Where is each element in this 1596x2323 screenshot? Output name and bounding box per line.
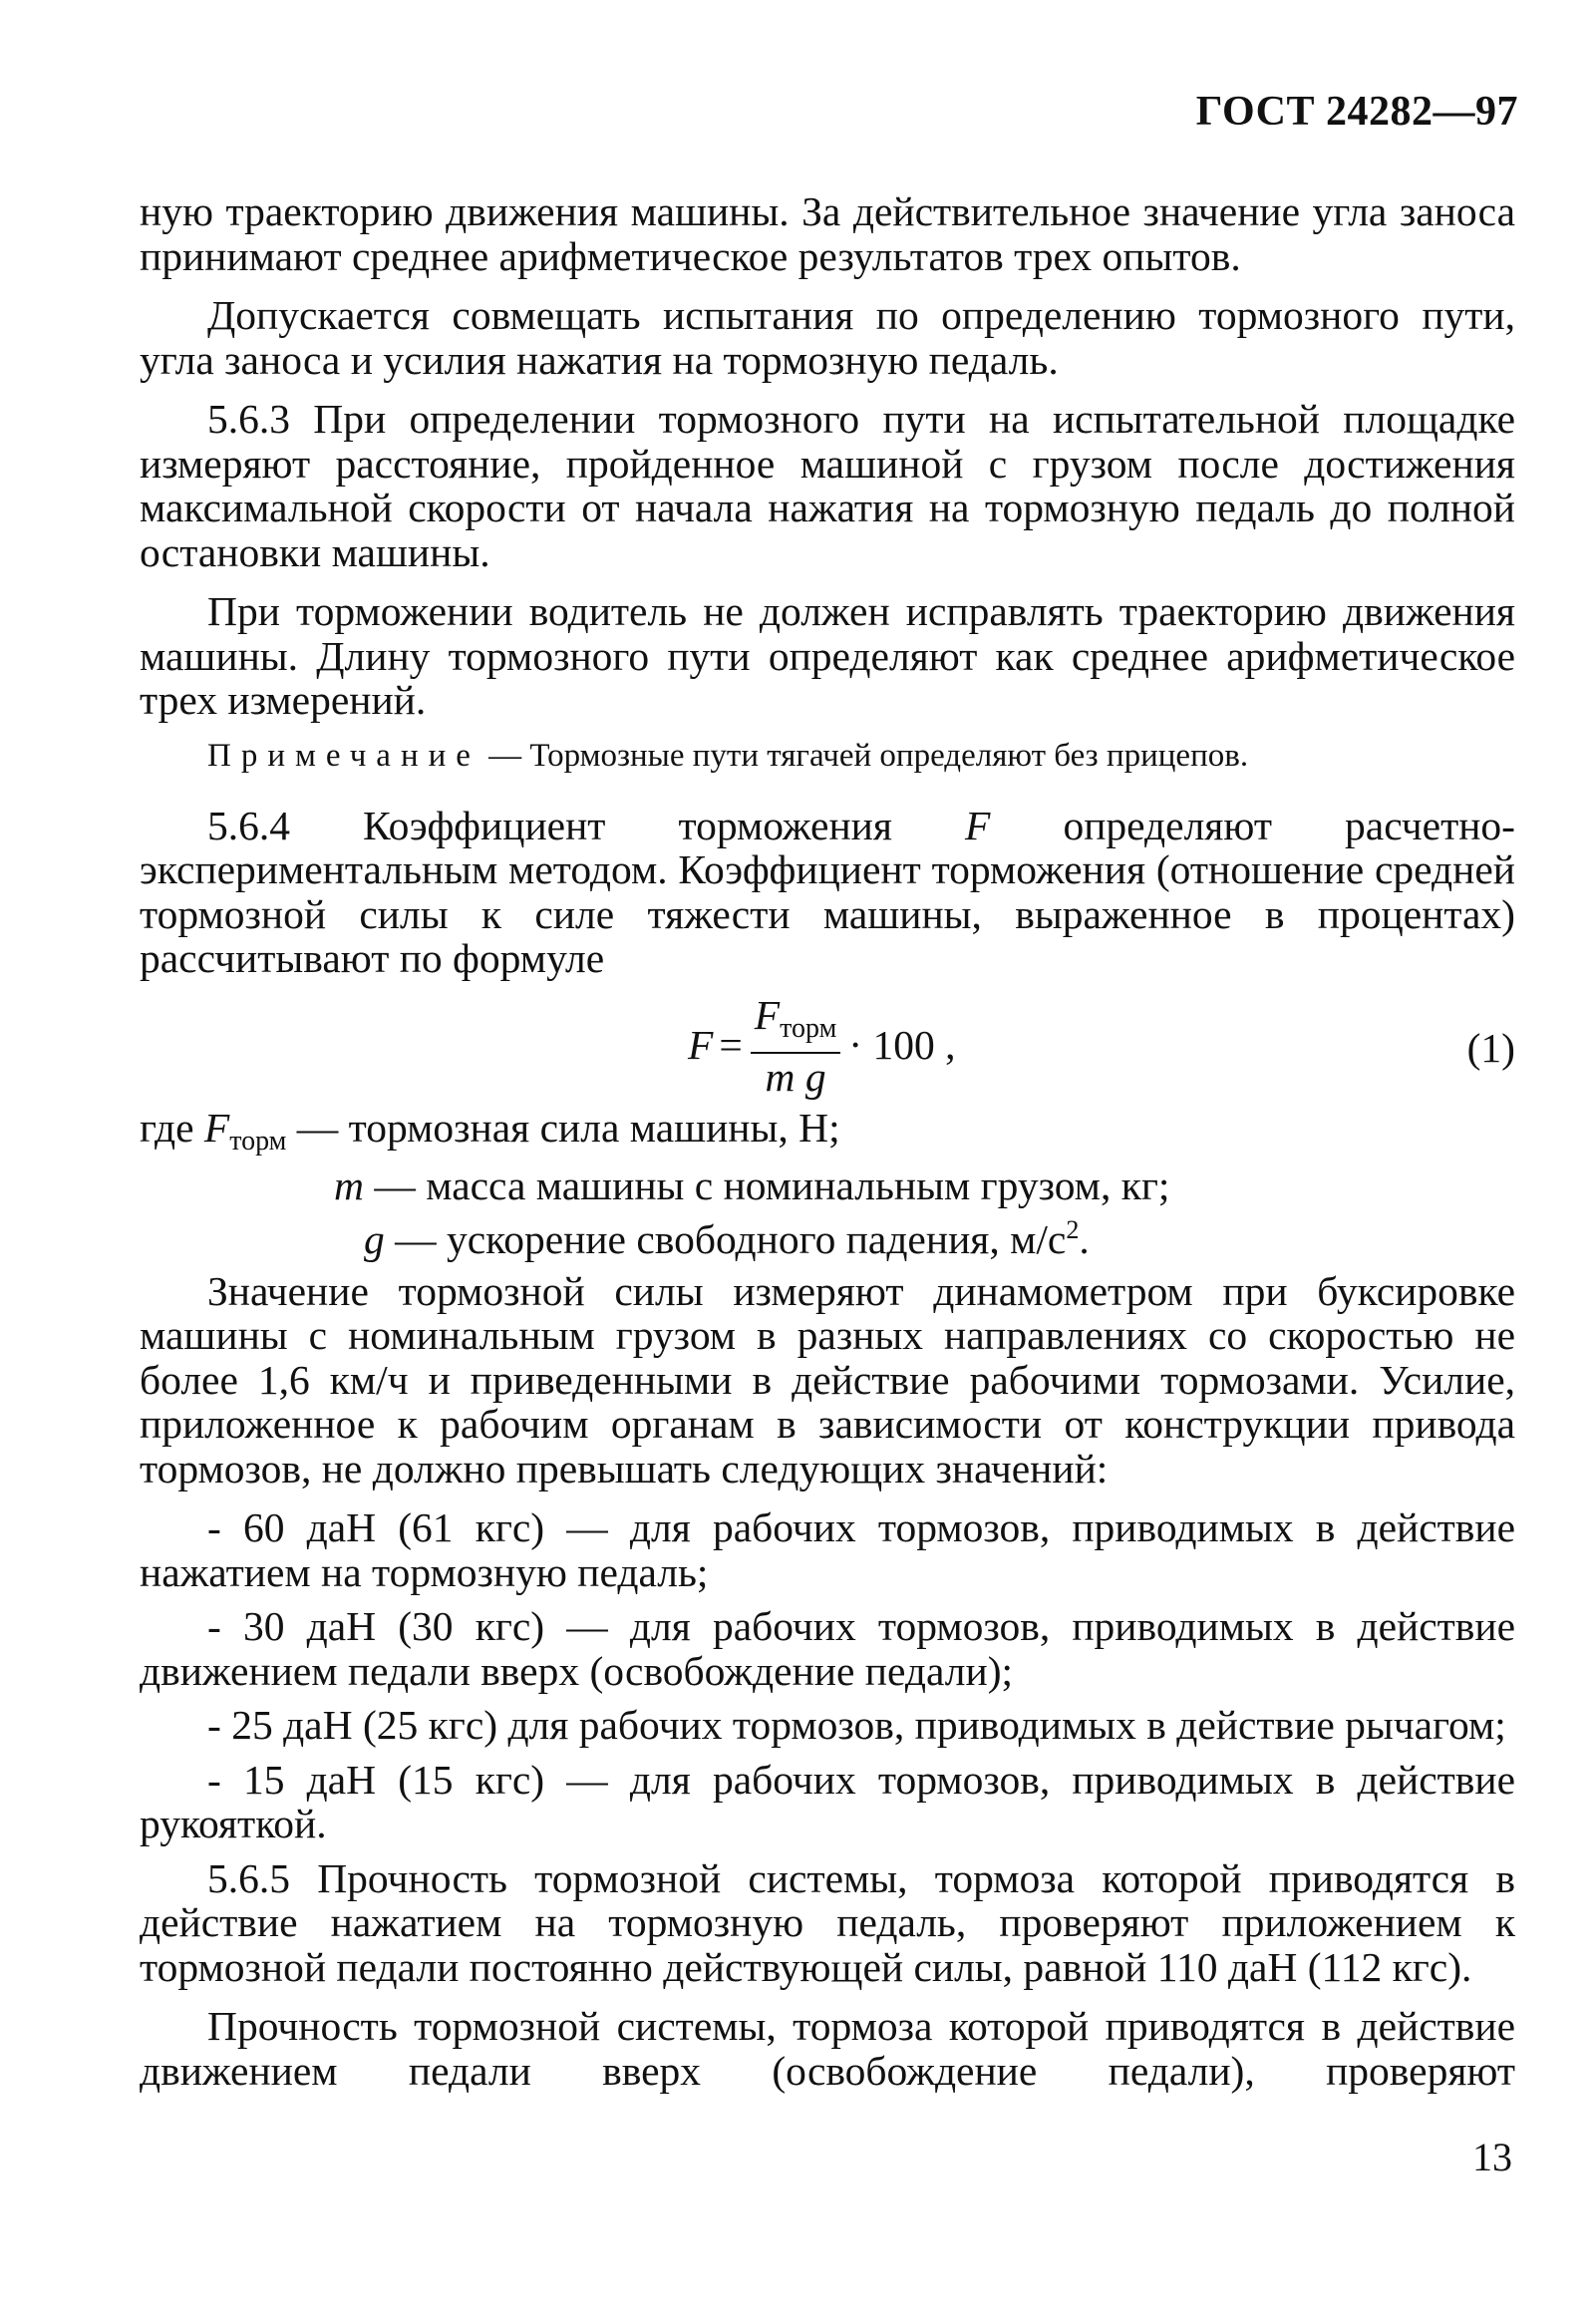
standard-header: ГОСТ 24282—97	[1195, 89, 1518, 135]
where-word: где	[140, 1104, 204, 1151]
paragraph-5-6-5: 5.6.5 Прочность тормозной системы, тормоза которой приводятся в действие нажатием на тормозную педаль, проверяют приложением к тормозной педали постоянно действующей силы, равной 110 даН (112 кгс).	[140, 1854, 1515, 1990]
definition-line-f	[140, 1106, 1515, 1164]
note-paragraph	[140, 738, 1515, 774]
definition-line-g	[140, 1208, 1515, 1261]
formula-denominator: m g	[765, 1053, 826, 1100]
paragraph-continuation: ную траекторию движения машины. За действительное значение угла заноса принимают среднее арифметическое результатов трех опытов.	[140, 188, 1515, 279]
paragraph-5-6-4	[140, 804, 1515, 981]
paragraph-combining-tests: Допускается совмещать испытания по определению тормозного пути, угла заноса и усилия нажатия на тормозную педаль.	[140, 292, 1515, 383]
paragraph-brake-force: Значение тормозной силы измеряют динамометром при буксировке машины с номинальным грузом в разных направлениях со скоростью не более 1,6 км/ч и приведенными в действие рабочими тормозами. Усилие, приложенное к рабочим органам в зависимости от конструкции привода тормозов, не должно превышать следующих значений:	[140, 1267, 1515, 1492]
list-item-15: - 15 даН (15 кгс) — для рабочих тормозов, приводимых в действие рукояткой.	[140, 1756, 1515, 1847]
definition-variable-g: g	[364, 1215, 385, 1262]
note-label: Примечание	[207, 737, 480, 774]
definition-line-m	[140, 1163, 1515, 1208]
numerator-variable: F	[754, 991, 781, 1038]
formula-lhs: F	[688, 1022, 714, 1069]
list-item-25: - 25 даН (25 кгс) для рабочих тормозов, приводимых в действие рычагом;	[207, 1702, 1506, 1749]
definition-text-g-superscript: 2	[1066, 1214, 1080, 1244]
page-number: 13	[1472, 2135, 1512, 2179]
document-body	[140, 189, 1515, 2108]
equation-number: (1)	[1466, 1024, 1515, 1071]
definition-text-g-end: .	[1079, 1215, 1090, 1262]
definition-variable-f-subscript: торм	[229, 1125, 287, 1157]
p5-start: 5.6.4 Коэффициент торможения	[207, 802, 966, 848]
formula-numerator	[751, 991, 841, 1054]
definition-variable-f: F	[203, 1104, 230, 1151]
note-text: — Тормозные пути тягачей определяют без прицепов.	[479, 737, 1249, 774]
definition-text-f: — тормозная сила машины, Н;	[286, 1104, 840, 1151]
formula	[688, 991, 956, 1100]
formula-block	[140, 991, 1515, 1100]
paragraph-5-6-3: 5.6.3 При определении тормозного пути на испытательной площадке измеряют расстояние, пройденное машиной с грузом после достижения максимальной скорости от начала нажатия на тормозную педаль до полной остановки машины.	[140, 396, 1515, 575]
formula-fraction	[751, 991, 841, 1100]
definition-text-g: — ускорение свободного падения, м/с	[384, 1215, 1067, 1262]
formula-multiplier: · 100 ,	[848, 1022, 956, 1069]
definition-variable-m: m	[334, 1162, 364, 1208]
p5-end: определяют расчетно-экспериментальным методом. Коэффициент торможения (отношение средней тормозной силы к силе тяжести машины, выраженное в процентах) рассчитывают по формуле	[140, 802, 1515, 981]
definition-text-m: — масса машины с номинальным грузом, кг;	[363, 1162, 1170, 1208]
numerator-subscript: торм	[780, 1012, 837, 1044]
list-item-60: - 60 даН (61 кгс) — для рабочих тормозов, приводимых в действие нажатием на тормозную педаль;	[140, 1504, 1515, 1595]
p5-variable: F	[965, 802, 991, 848]
paragraph-strength-release: Прочность тормозной системы, тормоза которой приводятся в действие движением педали вверх (освобождение педали), проверяют	[140, 2003, 1515, 2094]
formula-equals: =	[719, 1022, 743, 1069]
list-item-30: - 30 даН (30 кгс) — для рабочих тормозов, приводимых в действие движением педали вверх (освобождение педали);	[140, 1603, 1515, 1694]
paragraph-braking-driver: При торможении водитель не должен исправлять траекторию движения машины. Длину тормозного пути определяют как среднее арифметическое трех измерений.	[140, 588, 1515, 723]
where-definitions	[140, 1106, 1515, 1261]
